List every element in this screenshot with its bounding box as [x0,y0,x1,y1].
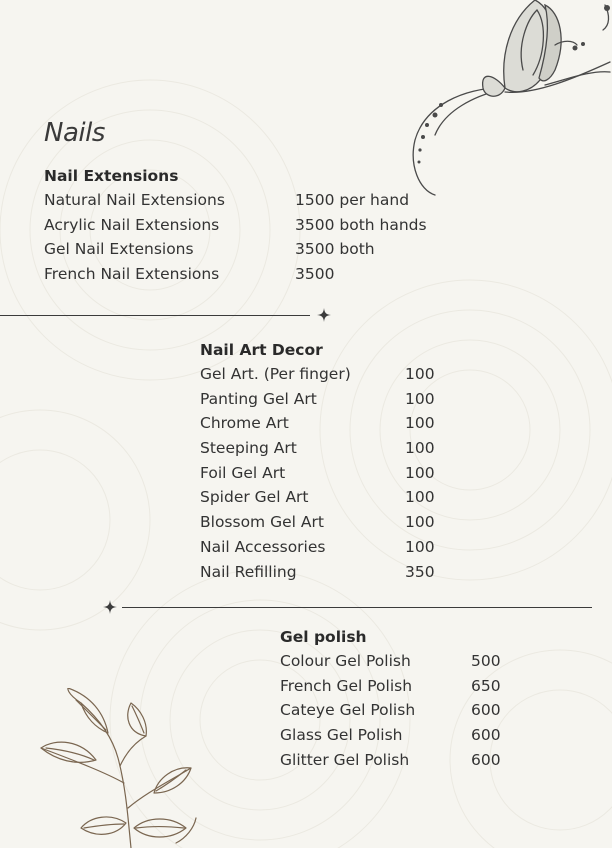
item-name: Foil Gel Art [200,463,286,482]
list-item [200,411,435,436]
item-name: Chrome Art [200,414,289,433]
item-price: 100 [405,439,435,458]
item-name: Steeping Art [200,439,297,458]
item-price: 650 [471,676,501,695]
page-title: Nails [44,118,105,148]
section-divider [0,315,310,316]
item-name: Nail Refilling [200,562,297,581]
list-item [280,674,501,699]
butterfly-illustration [405,0,612,200]
sparkle-icon [317,308,331,322]
item-price: 600 [471,726,501,745]
list-item [280,723,501,748]
item-price: 100 [405,537,435,556]
item-price: 350 [405,562,435,581]
list-item [200,362,435,387]
section-nail-art-decor [200,338,435,584]
item-name: Nail Accessories [200,537,326,556]
list-item [200,387,435,412]
list-item [200,510,435,535]
item-name: Natural Nail Extensions [44,191,225,209]
item-price: 100 [405,488,435,507]
list-item [200,535,435,560]
item-name: Spider Gel Art [200,488,309,507]
section-heading: Nail Extensions [44,167,179,185]
item-name: Panting Gel Art [200,389,317,408]
list-item [44,262,427,287]
item-price: 100 [405,365,435,383]
item-name: French Nail Extensions [44,265,220,284]
item-price: 100 [405,414,435,433]
item-price: 3500 [295,265,335,284]
list-item [44,237,427,262]
item-price: 1500 per hand [295,191,410,209]
list-item [280,698,501,723]
item-name: Colour Gel Polish [280,652,411,670]
section-nail-extensions [44,164,427,287]
list-item [44,188,427,213]
section-heading: Nail Art Decor [200,341,323,359]
list-item [200,560,435,585]
item-price: 100 [405,389,435,408]
item-name: Gel Art. (Per finger) [200,365,351,383]
item-name: Blossom Gel Art [200,513,324,532]
sparkle-icon [103,600,117,614]
leaf-branch-illustration [36,688,201,848]
item-price: 500 [471,652,501,670]
list-item [44,213,427,238]
item-price: 100 [405,513,435,532]
item-name: Gel Nail Extensions [44,240,194,259]
section-gel-polish [280,625,501,772]
list-item [280,748,501,773]
list-item [200,436,435,461]
item-price: 100 [405,463,435,482]
item-price: 600 [471,701,501,720]
item-price: 3500 both hands [295,215,427,234]
list-item [280,649,501,674]
section-divider [122,607,592,608]
item-name: Glass Gel Polish [280,726,403,745]
item-name: French Gel Polish [280,676,413,695]
list-item [200,485,435,510]
item-name: Glitter Gel Polish [280,750,410,769]
item-price: 600 [471,750,501,769]
item-name: Cateye Gel Polish [280,701,416,720]
section-heading: Gel polish [280,628,367,646]
list-item [200,461,435,486]
item-name: Acrylic Nail Extensions [44,215,220,234]
item-price: 3500 both [295,240,375,259]
